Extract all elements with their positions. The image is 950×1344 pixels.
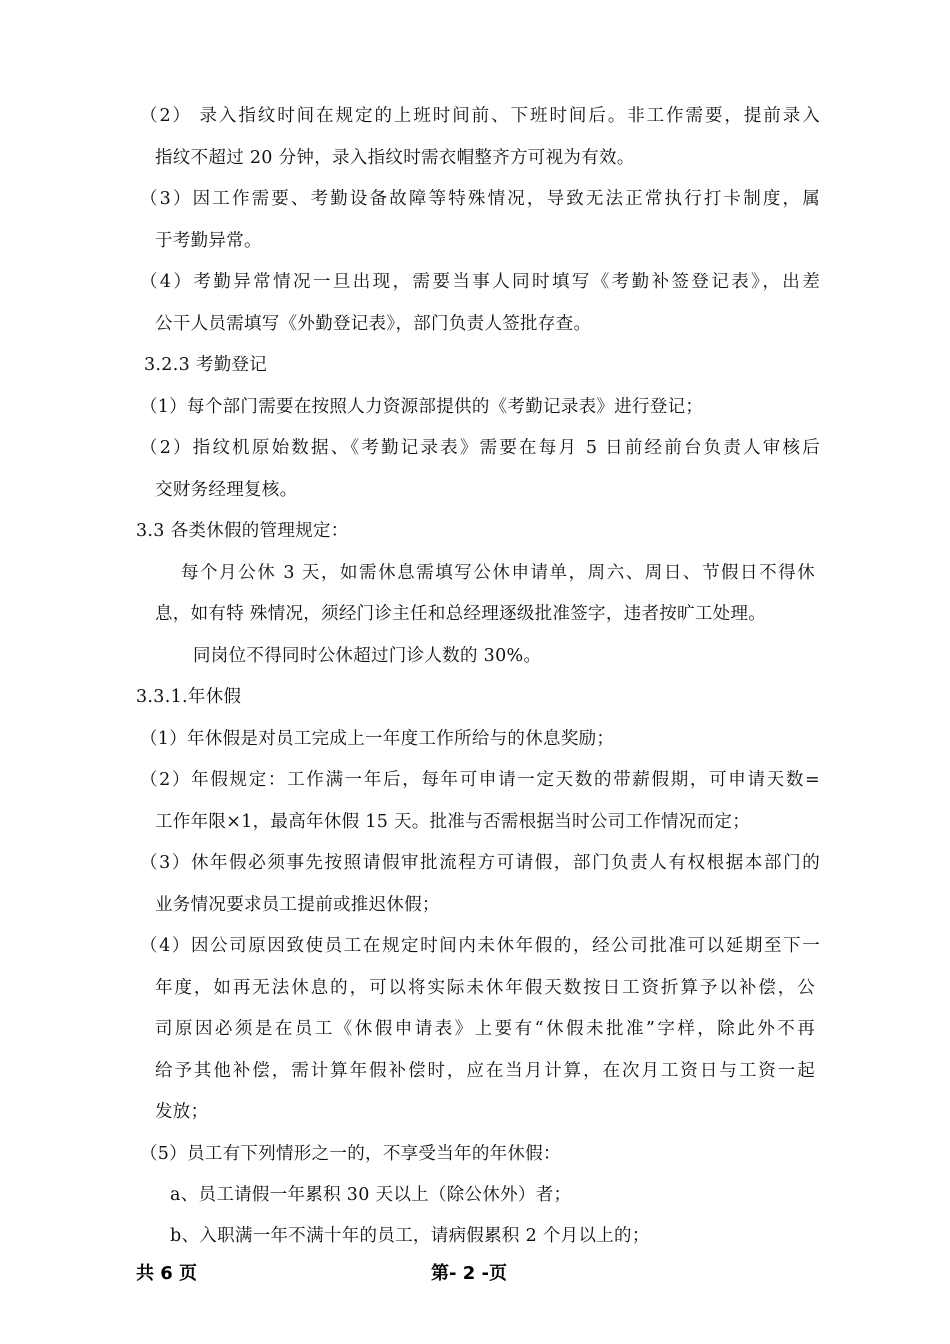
section-heading-3-3-1: 3.3.1.年休假 — [136, 687, 242, 707]
text-line-8: （1）每个部门需要在按照人力资源部提供的《考勤记录表》进行登记； — [140, 397, 704, 417]
text-line-6: 公干人员需填写《外勤登记表》，部门负责人签批存查。 — [155, 314, 592, 334]
text-line-16: （1）年休假是对员工完成上一年度工作所给与的休息奖励； — [140, 729, 615, 749]
text-line-2: 指纹不超过 20 分钟，录入指纹时需衣帽整齐方可视为有效。 — [155, 148, 635, 168]
text-line-13: 息，如有特 殊情况，须经门诊主任和总经理逐级批准签字，违者按旷工处理。 — [155, 604, 767, 624]
text-line-3: （3）因工作需要、考勤设备故障等特殊情况，导致无法正常执行打卡制度，属 — [140, 189, 820, 209]
text-line-21: （4）因公司原因致使员工在规定时间内未休年假的，经公司批准可以延期至下一 — [140, 936, 820, 956]
text-line-12: 每个月公休 3 天，如需休息需填写公休申请单，周六、周日、节假日不得休 — [181, 563, 815, 583]
text-line-24: 给予其他补偿，需计算年假补偿时，应在当月计算，在次月工资日与工资一起 — [155, 1061, 815, 1081]
text-line-28: b、入职满一年不满十年的员工，请病假累积 2 个月以上的； — [170, 1226, 650, 1246]
text-line-26: （5）员工有下列情形之一的，不享受当年的年休假： — [140, 1144, 561, 1164]
text-line-14: 同岗位不得同时公休超过门诊人数的 30%。 — [193, 646, 542, 666]
text-line-22: 年度，如再无法休息的，可以将实际未休年假天数按日工资折算予以补偿，公 — [155, 978, 815, 998]
text-line-9: （2）指纹机原始数据、《考勤记录表》需要在每月 5 日前经前台负责人审核后 — [140, 438, 820, 458]
text-line-18: 工作年限×1，最高年休假 15 天。批准与否需根据当时公司工作情况而定； — [155, 812, 750, 832]
section-heading-3-2-3: 3.2.3 考勤登记 — [144, 355, 268, 375]
text-line-25: 发放； — [155, 1102, 209, 1122]
text-line-4: 于考勤异常。 — [155, 231, 262, 251]
section-heading-3-3: 3.3 各类休假的管理规定： — [136, 521, 349, 541]
text-line-19: （3）休年假必须事先按照请假审批流程方可请假，部门负责人有权根据本部门的 — [140, 853, 820, 873]
text-line-10: 交财务经理复核。 — [155, 480, 298, 500]
text-line-27: a、员工请假一年累积 30 天以上（除公休外）者； — [170, 1185, 572, 1205]
footer-total-pages: 共 6 页 — [136, 1263, 198, 1284]
text-line-20: 业务情况要求员工提前或推迟休假； — [155, 895, 440, 915]
text-line-5: （4）考勤异常情况一旦出现，需要当事人同时填写《考勤补签登记表》，出差 — [140, 272, 820, 292]
text-line-23: 司原因必须是在员工《休假申请表》上要有“休假未批准”字样，除此外不再 — [155, 1019, 815, 1039]
footer-page-number: 第- 2 -页 — [431, 1263, 507, 1284]
text-line-1: （2） 录入指纹时间在规定的上班时间前、下班时间后。非工作需要，提前录入 — [140, 106, 820, 126]
text-line-17: （2）年假规定：工作满一年后，每年可申请一定天数的带薪假期，可申请天数= — [140, 770, 820, 790]
